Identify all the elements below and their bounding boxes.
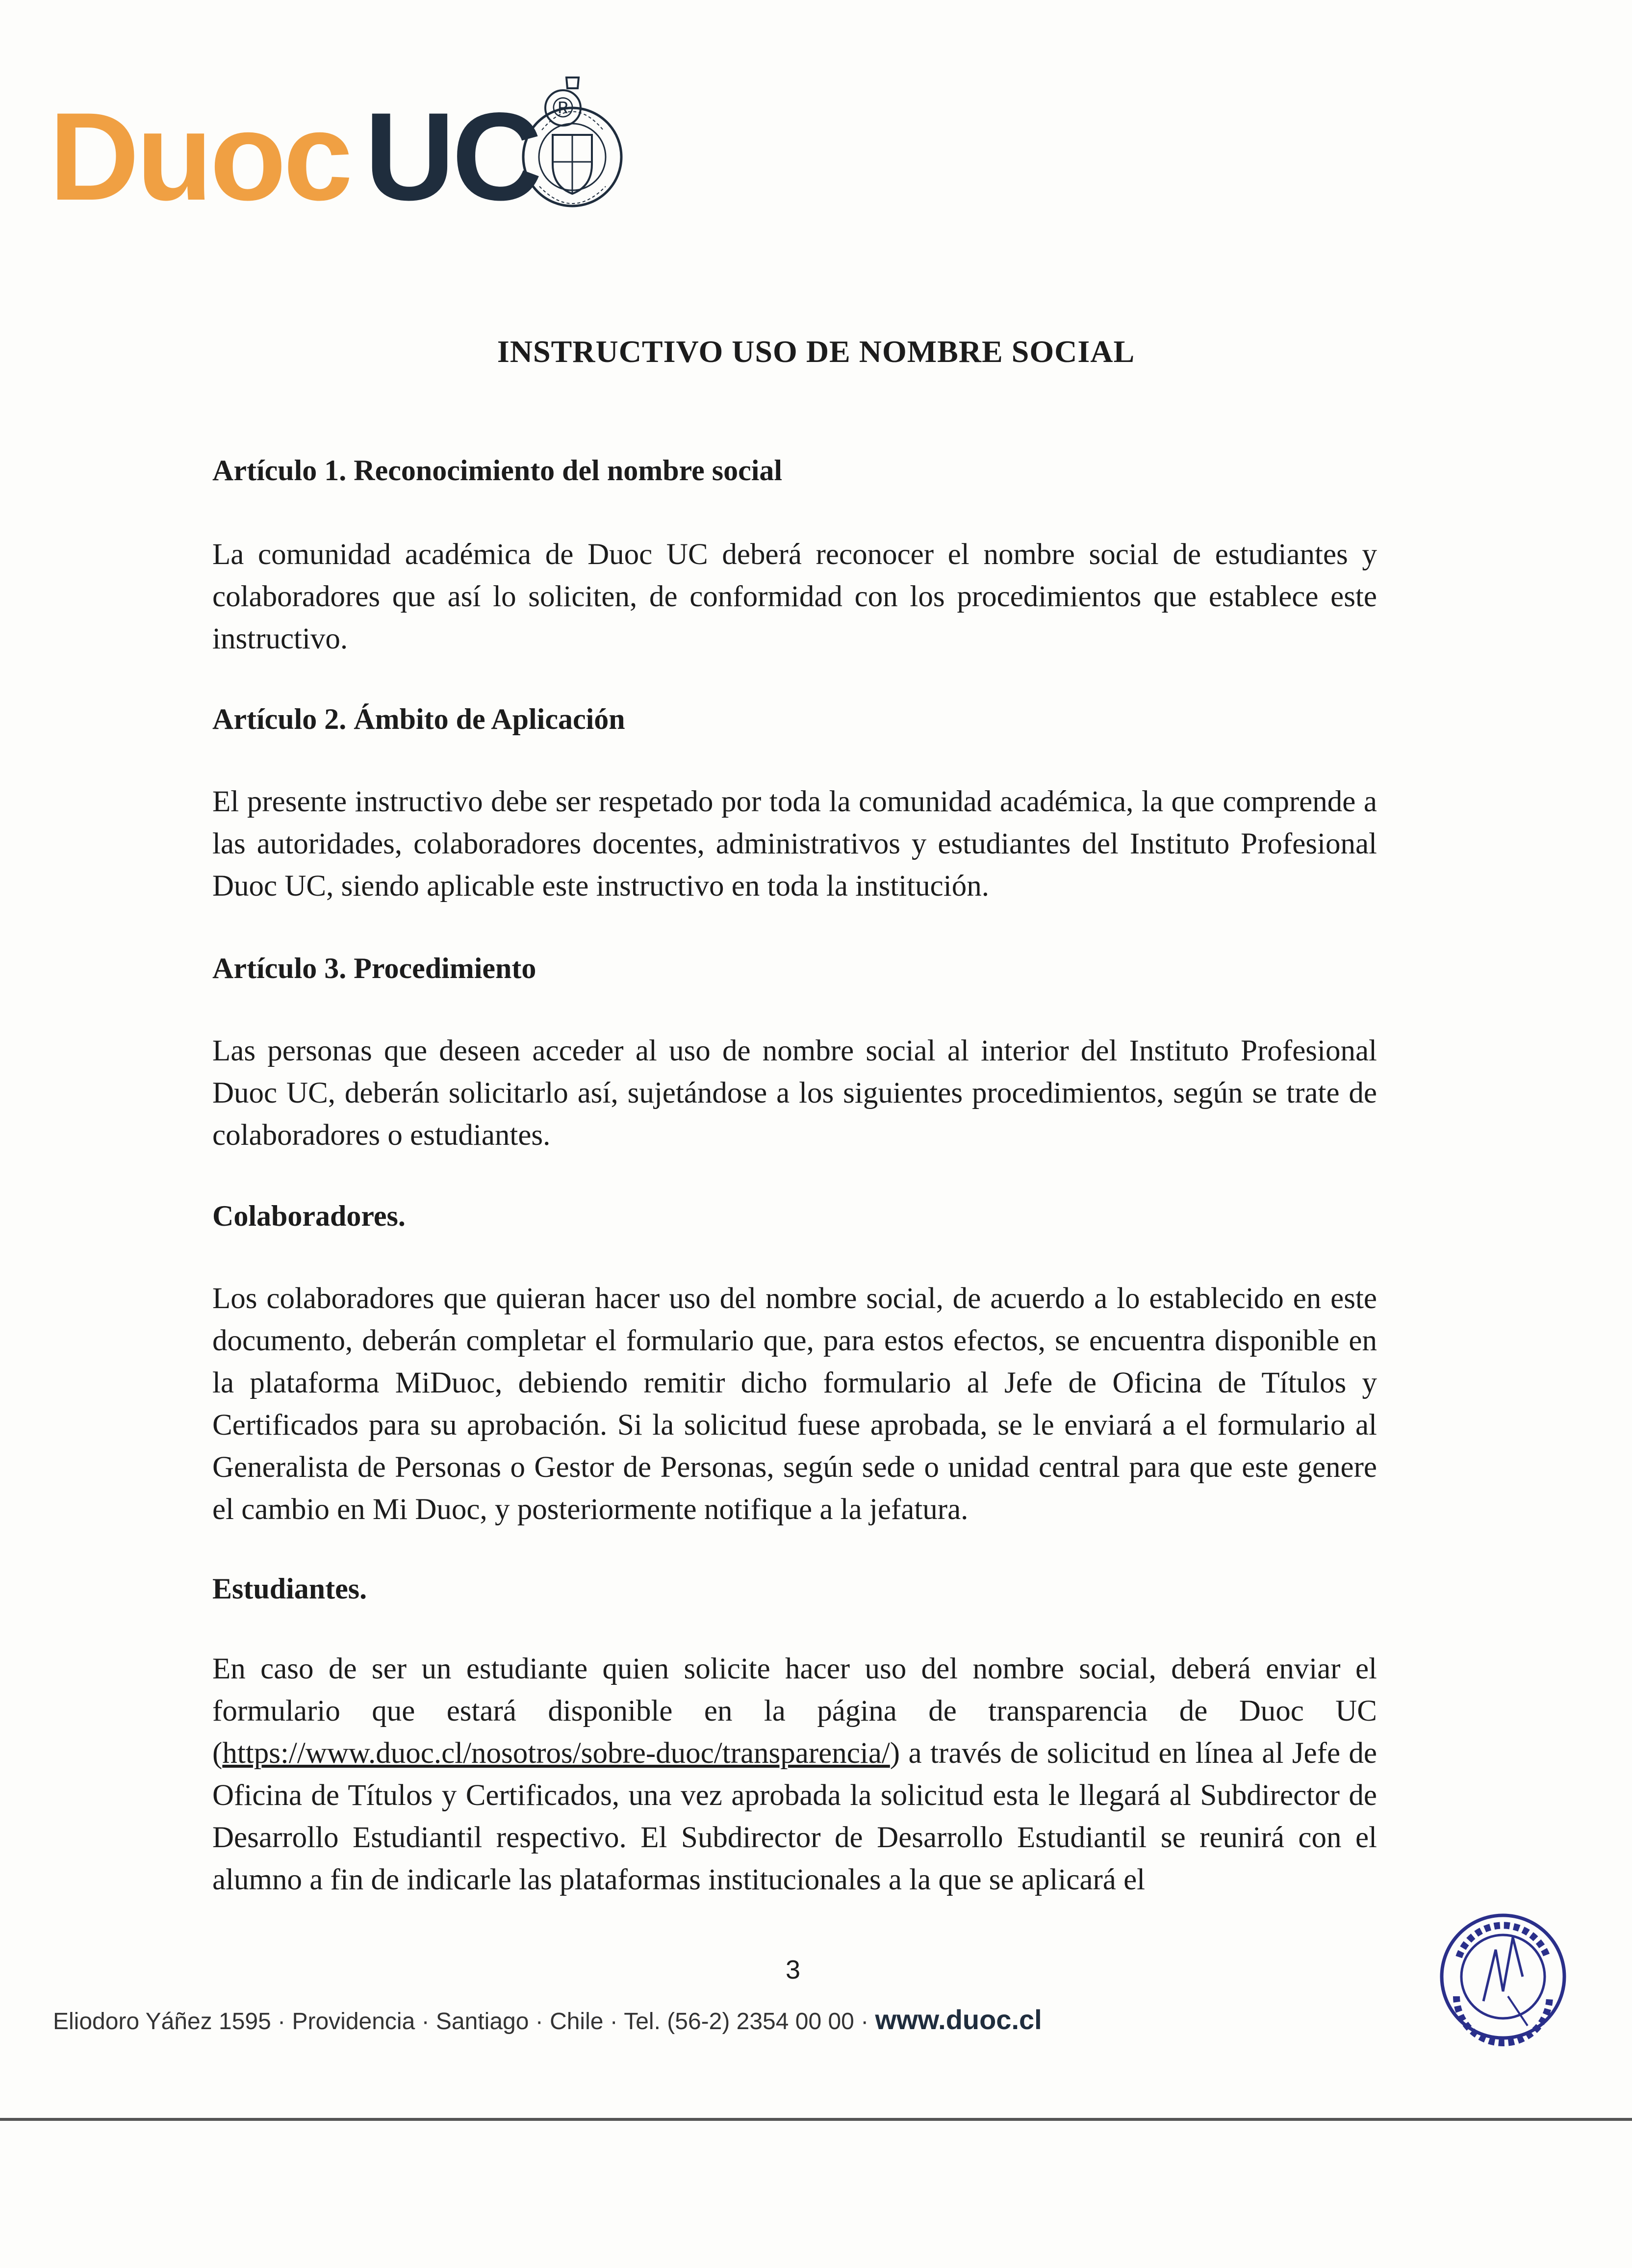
logo-uc-text: UC bbox=[364, 87, 539, 227]
logo-duoc-text: Duoc bbox=[49, 87, 350, 227]
document-title: INSTRUCTIVO USO DE NOMBRE SOCIAL bbox=[497, 334, 1135, 369]
estudiantes-heading: Estudiantes. bbox=[212, 1572, 367, 1605]
footer-website-link[interactable]: www.duoc.cl bbox=[875, 2004, 1042, 2035]
estudiantes-text-after: ) a través de solicitud en línea al Jefe de Oficina de Títulos y Certificados, una vez aprobada la solicitud esta le llegará al Subdirector de Desarrollo Estudiantil respectivo. El Subdirector de Desarrollo Estudiantil se reunirá con el alumno a fin de indicarle las plataformas institucionales a la que se aplicará el bbox=[212, 1737, 1377, 1896]
article-1-text: La comunidad académica de Duoc UC deberá reconocer el nombre social de estudiantes y colaboradores que así lo soliciten, de conformidad con los procedimientos que establece este instructivo. bbox=[212, 538, 1377, 655]
estudiantes-text-before: En caso de ser un estudiante quien solicite hacer uso del nombre social, deberá enviar el formulario que estará disponible en la página de transparencia de Duoc UC ( bbox=[212, 1652, 1377, 1770]
footer-address-text: Eliodoro Yáñez 1595 · Providencia · Santiago · Chile · Tel. (56-2) 2354 00 00 · bbox=[53, 2009, 875, 2035]
page-number: 3 bbox=[785, 1955, 801, 1984]
footer-address bbox=[53, 2004, 1042, 2036]
colaboradores-heading: Colaboradores. bbox=[212, 1200, 406, 1232]
article-2-text: El presente instructivo debe ser respetado por toda la comunidad académica, la que comprende a las autoridades, colaboradores docentes, administrativos y estudiantes del Instituto Profesional Duoc UC, siendo aplicable este instructivo en toda la institución. bbox=[212, 785, 1377, 902]
duoc-uc-logo bbox=[49, 83, 574, 231]
article-3-text: Las personas que deseen acceder al uso de nombre social al interior del Instituto Profesional Duoc UC, deberán solicitarlo así, sujetándose a los siguientes procedimientos, según se trate de colaboradores o estudiantes. bbox=[212, 1034, 1377, 1152]
article-2-heading: Artículo 2. Ámbito de Aplicación bbox=[212, 703, 625, 735]
article-3-heading: Artículo 3. Procedimiento bbox=[212, 952, 536, 984]
transparencia-link[interactable]: https://www.duoc.cl/nosotros/sobre-duoc/transparencia/ bbox=[222, 1737, 890, 1770]
article-1-heading: Artículo 1. Reconocimiento del nombre social bbox=[212, 454, 783, 487]
registered-mark: ® bbox=[544, 89, 582, 127]
estudiantes-text bbox=[212, 1648, 1377, 1901]
bottom-scan-line bbox=[0, 2118, 1632, 2121]
legal-department-stamp-icon bbox=[1429, 1903, 1577, 2050]
university-seal-icon bbox=[520, 74, 625, 216]
colaboradores-text: Los colaboradores que quieran hacer uso del nombre social, de acuerdo a lo establecido en este documento, deberán completar el formulario que, para estos efectos, se encuentra disponible en la plataforma MiDuoc, debiendo remitir dicho formulario al Jefe de Oficina de Títulos y Certificados para su aprobación. Si la solicitud fuese aprobada, se le enviará a el formulario al Generalista de Personas o Gestor de Personas, según sede o unidad central para que este genere el cambio en Mi Duoc, y posteriormente notifique a la jefatura. bbox=[212, 1282, 1377, 1526]
